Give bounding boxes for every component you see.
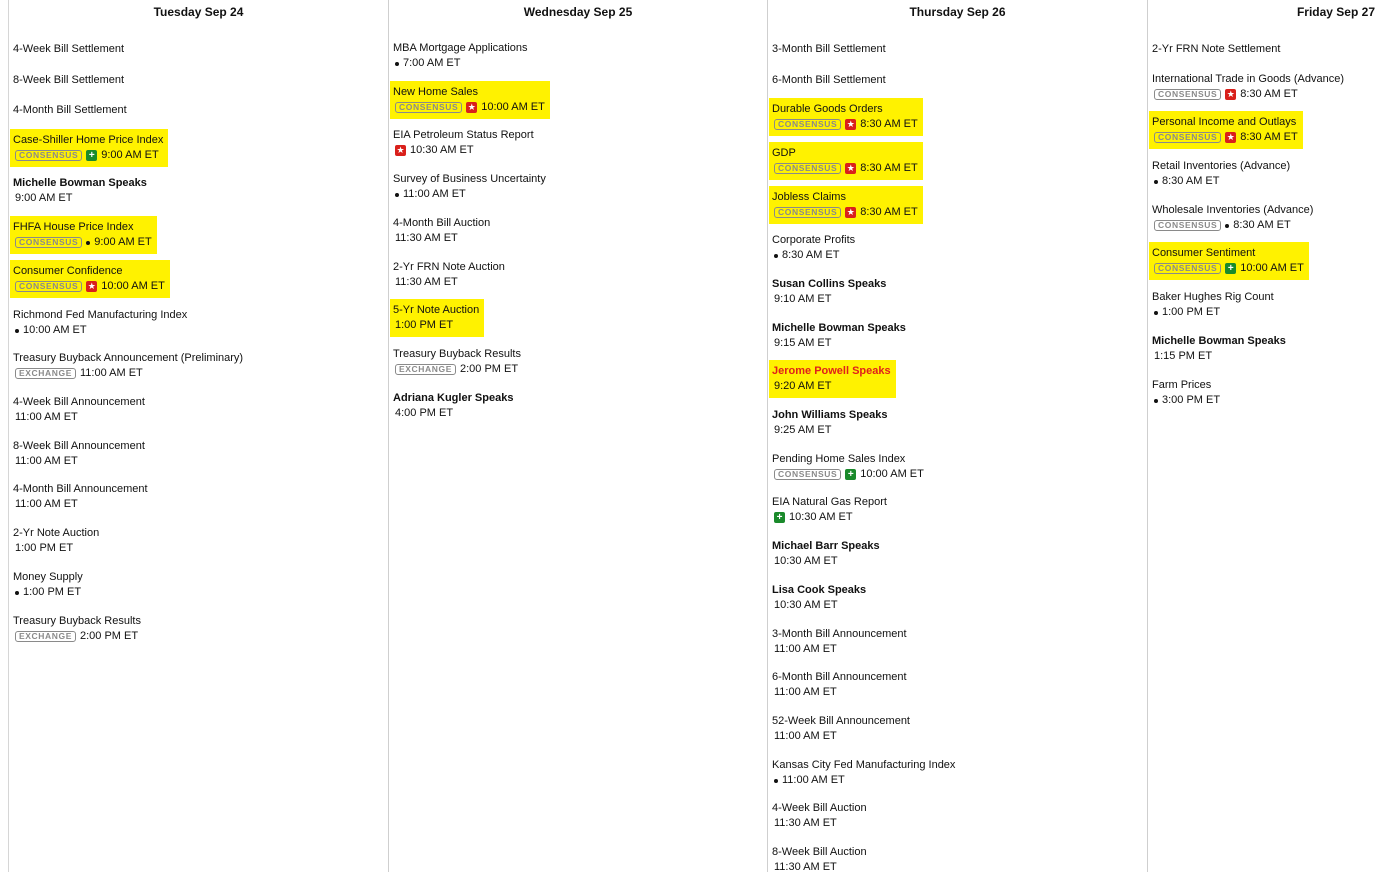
event-time: 9:20 AM ET — [774, 380, 832, 392]
calendar-event[interactable] — [13, 264, 165, 294]
calendar-event[interactable] — [13, 308, 187, 338]
bullet-dot-icon — [774, 779, 778, 783]
star-icon: ★ — [846, 119, 855, 129]
event-title[interactable]: 2-Yr FRN Note Auction — [393, 261, 505, 273]
event-meta — [393, 56, 528, 71]
calendar-event[interactable] — [772, 408, 887, 438]
event-meta — [393, 318, 479, 333]
event-title[interactable]: 6-Month Bill Announcement — [772, 671, 907, 683]
star-icon: ★ — [846, 163, 855, 173]
event-title[interactable]: 8-Week Bill Settlement — [13, 74, 125, 86]
day-column-1 — [388, 0, 767, 872]
event-time: 11:00 AM ET — [403, 188, 466, 200]
event-meta — [772, 642, 907, 657]
event-meta — [772, 379, 891, 394]
event-meta — [1152, 130, 1298, 145]
event-time: 8:30 AM ET — [860, 118, 918, 130]
event-time: 11:00 AM ET — [15, 498, 78, 510]
event-time: 10:00 AM ET — [101, 280, 165, 292]
calendar-event[interactable] — [772, 364, 891, 394]
event-meta — [772, 292, 886, 307]
bullet-dot-icon — [774, 254, 778, 258]
event-title[interactable]: Adriana Kugler Speaks — [393, 392, 514, 404]
consensus-badge[interactable]: CONSENSUS — [15, 237, 82, 248]
event-meta — [772, 554, 880, 569]
event-time: 10:30 AM ET — [774, 555, 838, 567]
bullet-dot-icon — [395, 62, 399, 66]
calendar-event[interactable] — [13, 439, 145, 469]
calendar-event[interactable] — [393, 85, 545, 115]
calendar-event[interactable] — [1152, 334, 1286, 364]
day-column-2 — [767, 0, 1147, 872]
plus-icon: + — [845, 469, 856, 480]
bullet-dot-icon — [15, 329, 19, 333]
consensus-badge[interactable]: CONSENSUS — [1154, 89, 1221, 100]
event-time: 9:00 AM ET — [94, 236, 152, 248]
event-meta — [13, 585, 83, 600]
event-time: 4:00 PM ET — [395, 407, 454, 419]
event-meta — [1152, 305, 1274, 320]
event-time: 9:00 AM ET — [101, 149, 159, 161]
calendar-event[interactable] — [772, 452, 924, 482]
event-meta — [772, 423, 887, 438]
event-title[interactable]: Treasury Buyback Announcement (Preliminary) — [13, 352, 244, 364]
event-title[interactable]: Jobless Claims — [772, 191, 846, 203]
event-title[interactable]: Lisa Cook Speaks — [772, 584, 867, 596]
star-icon: ★ — [846, 207, 855, 217]
event-title[interactable]: GDP — [772, 147, 796, 159]
event-time: 7:00 AM ET — [403, 57, 461, 69]
event-title[interactable]: 4-Week Bill Settlement — [13, 43, 125, 55]
event-time: 2:00 PM ET — [459, 363, 519, 375]
event-time: 1:00 PM ET — [15, 542, 74, 554]
event-time: 1:00 PM ET — [395, 319, 454, 331]
calendar-event[interactable] — [772, 146, 918, 176]
calendar-event[interactable] — [1152, 42, 1280, 57]
day-header: Tuesday Sep 24 — [153, 5, 244, 19]
event-time: 8:30 AM ET — [1233, 219, 1291, 231]
event-time: 1:00 PM ET — [23, 586, 82, 598]
bullet-dot-icon — [395, 193, 399, 197]
event-meta — [393, 231, 490, 246]
calendar-event[interactable] — [1152, 203, 1313, 233]
event-meta — [772, 685, 907, 700]
event-title[interactable]: 6-Month Bill Settlement — [772, 74, 886, 86]
event-time: 11:00 AM ET — [774, 686, 837, 698]
event-meta — [772, 598, 866, 613]
consensus-badge[interactable]: CONSENSUS — [774, 119, 841, 130]
bullet-dot-icon — [1225, 224, 1229, 228]
exchange-badge[interactable]: EXCHANGE — [15, 631, 76, 642]
calendar-event[interactable] — [772, 42, 886, 57]
day-header: Friday Sep 27 — [1296, 5, 1375, 19]
calendar-event[interactable] — [1152, 72, 1344, 102]
calendar-event[interactable] — [13, 395, 145, 425]
event-title[interactable]: 3-Month Bill Settlement — [772, 43, 886, 55]
event-time: 11:00 AM ET — [79, 367, 143, 379]
event-title[interactable]: Richmond Fed Manufacturing Index — [13, 309, 188, 321]
event-time: 10:30 AM ET — [789, 511, 853, 523]
event-meta — [772, 860, 867, 875]
calendar-event[interactable] — [772, 627, 907, 657]
event-time: 8:30 AM ET — [860, 206, 918, 218]
event-time: 8:30 AM ET — [1240, 131, 1298, 143]
event-title[interactable]: Michelle Bowman Speaks — [772, 322, 906, 334]
bullet-dot-icon — [1154, 180, 1158, 184]
bullet-dot-icon — [1154, 399, 1158, 403]
calendar-event[interactable] — [13, 614, 141, 644]
event-title[interactable]: 8-Week Bill Auction — [772, 846, 867, 858]
event-title[interactable]: International Trade in Goods (Advance) — [1152, 73, 1345, 85]
event-time: 1:00 PM ET — [1162, 306, 1221, 318]
event-time: 10:00 AM ET — [860, 468, 924, 480]
consensus-badge[interactable]: CONSENSUS — [395, 102, 462, 113]
calendar-event[interactable] — [772, 321, 906, 351]
consensus-badge[interactable]: CONSENSUS — [774, 163, 841, 174]
calendar-event[interactable] — [772, 801, 867, 831]
event-meta — [1152, 261, 1304, 276]
calendar-event[interactable] — [772, 73, 886, 88]
event-time: 3:00 PM ET — [1162, 394, 1221, 406]
event-title[interactable]: Pending Home Sales Index — [772, 453, 906, 465]
event-time: 11:00 AM ET — [15, 455, 78, 467]
event-meta — [13, 323, 187, 338]
event-meta — [13, 191, 147, 206]
event-meta — [1152, 87, 1344, 102]
event-title[interactable]: 4-Month Bill Settlement — [13, 104, 127, 116]
event-time: 11:30 AM ET — [395, 232, 458, 244]
event-title[interactable]: Susan Collins Speaks — [772, 278, 887, 290]
event-time: 10:30 AM ET — [774, 599, 838, 611]
event-time: 2:00 PM ET — [79, 630, 139, 642]
consensus-badge[interactable]: CONSENSUS — [1154, 132, 1221, 143]
event-meta — [1152, 349, 1286, 364]
event-time: 11:30 AM ET — [774, 861, 837, 873]
consensus-badge[interactable]: CONSENSUS — [15, 281, 82, 292]
event-time: 8:30 AM ET — [782, 249, 840, 261]
event-title[interactable]: Jerome Powell Speaks — [772, 365, 891, 377]
event-meta — [13, 410, 145, 425]
event-time: 11:30 AM ET — [395, 276, 458, 288]
calendar-event[interactable] — [393, 172, 546, 202]
calendar-event[interactable] — [772, 495, 887, 525]
event-title[interactable]: 52-Week Bill Announcement — [772, 715, 910, 727]
calendar-event[interactable] — [772, 277, 886, 307]
event-title[interactable]: Farm Prices — [1152, 379, 1212, 391]
calendar-event[interactable] — [13, 133, 163, 163]
event-meta — [13, 279, 165, 294]
event-meta — [772, 816, 867, 831]
consensus-badge[interactable]: CONSENSUS — [1154, 220, 1221, 231]
calendar-event[interactable] — [772, 190, 918, 220]
event-meta — [393, 100, 545, 115]
event-title[interactable]: Retail Inventories (Advance) — [1152, 160, 1291, 172]
event-time: 9:00 AM ET — [15, 192, 73, 204]
calendar-event[interactable] — [772, 102, 918, 132]
day-column-0 — [8, 0, 388, 872]
calendar-event[interactable] — [772, 714, 910, 744]
consensus-badge[interactable]: CONSENSUS — [1154, 263, 1221, 274]
event-meta — [772, 248, 855, 263]
star-icon: ★ — [396, 145, 405, 155]
event-meta — [13, 497, 148, 512]
event-title[interactable]: 8-Week Bill Announcement — [13, 440, 145, 452]
calendar-event[interactable] — [13, 570, 83, 600]
event-time: 11:00 AM ET — [774, 643, 837, 655]
event-title[interactable]: Consumer Sentiment — [1152, 247, 1256, 259]
event-meta — [1152, 393, 1220, 408]
calendar-event[interactable] — [393, 260, 505, 290]
calendar-event[interactable] — [13, 220, 152, 250]
star-icon: ★ — [467, 102, 476, 112]
event-title[interactable]: Treasury Buyback Results — [393, 348, 521, 360]
event-meta — [13, 148, 163, 163]
event-time: 9:15 AM ET — [774, 337, 832, 349]
calendar-event[interactable] — [1152, 246, 1304, 276]
event-time: 8:30 AM ET — [860, 162, 918, 174]
calendar-event[interactable] — [393, 216, 490, 246]
event-title[interactable]: 2-Yr FRN Note Settlement — [1152, 43, 1281, 55]
event-title[interactable]: EIA Natural Gas Report — [772, 496, 887, 508]
calendar-event[interactable] — [13, 73, 124, 88]
event-meta — [393, 362, 521, 377]
calendar-event[interactable] — [13, 103, 127, 118]
event-title[interactable]: Case-Shiller Home Price Index — [13, 134, 164, 146]
event-time: 9:25 AM ET — [774, 424, 832, 436]
event-title[interactable]: Money Supply — [13, 571, 83, 583]
event-meta — [13, 454, 145, 469]
event-meta — [13, 541, 99, 556]
event-time: 9:10 AM ET — [774, 293, 832, 305]
event-meta — [772, 205, 918, 220]
event-meta — [772, 467, 924, 482]
consensus-badge[interactable]: CONSENSUS — [15, 150, 82, 161]
event-title[interactable]: Wholesale Inventories (Advance) — [1152, 204, 1314, 216]
exchange-badge[interactable]: EXCHANGE — [15, 368, 76, 379]
event-time: 1:15 PM ET — [1154, 350, 1213, 362]
calendar-event[interactable] — [772, 670, 907, 700]
event-title[interactable]: Corporate Profits — [772, 234, 856, 246]
event-time: 10:30 AM ET — [410, 144, 474, 156]
calendar-event[interactable] — [13, 42, 124, 57]
event-title[interactable]: New Home Sales — [393, 86, 478, 98]
event-meta — [393, 275, 505, 290]
event-title[interactable]: Durable Goods Orders — [772, 103, 883, 115]
event-title[interactable]: 4-Week Bill Announcement — [13, 396, 145, 408]
star-icon: ★ — [87, 281, 96, 291]
calendar-event[interactable] — [393, 391, 513, 421]
calendar-event[interactable] — [393, 303, 479, 333]
event-title[interactable]: 4-Month Bill Auction — [393, 217, 491, 229]
event-meta — [772, 510, 887, 525]
event-title[interactable]: Survey of Business Uncertainty — [393, 173, 546, 185]
calendar-event[interactable] — [13, 351, 243, 381]
event-title[interactable]: 2-Yr Note Auction — [13, 527, 100, 539]
event-meta — [772, 117, 918, 132]
exchange-badge[interactable]: EXCHANGE — [395, 364, 456, 375]
event-meta — [772, 161, 918, 176]
event-title[interactable]: 4-Week Bill Auction — [772, 802, 867, 814]
calendar-event[interactable] — [772, 845, 867, 875]
bullet-dot-icon — [86, 241, 90, 245]
star-icon: ★ — [1226, 132, 1235, 142]
event-title[interactable]: John Williams Speaks — [772, 409, 888, 421]
plus-icon: + — [86, 150, 97, 161]
event-time: 11:00 AM ET — [15, 411, 78, 423]
event-meta — [393, 406, 513, 421]
calendar-event[interactable] — [1152, 378, 1220, 408]
calendar-event[interactable] — [1152, 159, 1290, 189]
event-time: 10:00 AM ET — [23, 324, 87, 336]
event-title[interactable]: Michelle Bowman Speaks — [1152, 335, 1286, 347]
calendar-event[interactable] — [393, 128, 534, 158]
event-title[interactable]: FHFA House Price Index — [13, 221, 134, 233]
event-title[interactable]: Kansas City Fed Manufacturing Index — [772, 759, 956, 771]
event-meta — [13, 366, 243, 381]
event-title[interactable]: 5-Yr Note Auction — [393, 304, 480, 316]
event-title[interactable]: Treasury Buyback Results — [13, 615, 141, 627]
event-meta — [772, 773, 955, 788]
event-meta — [393, 187, 546, 202]
event-time: 8:30 AM ET — [1162, 175, 1220, 187]
event-time: 11:30 AM ET — [774, 817, 837, 829]
event-time: 10:00 AM ET — [1240, 262, 1304, 274]
plus-icon: + — [774, 512, 785, 523]
calendar-event[interactable] — [772, 758, 955, 788]
event-meta — [1152, 174, 1290, 189]
event-meta — [1152, 218, 1313, 233]
event-title[interactable]: Baker Hughes Rig Count — [1152, 291, 1274, 303]
calendar-event[interactable] — [393, 41, 528, 71]
event-time: 10:00 AM ET — [481, 101, 545, 113]
calendar-event[interactable] — [393, 347, 521, 377]
event-title[interactable]: EIA Petroleum Status Report — [393, 129, 534, 141]
event-title[interactable]: Michelle Bowman Speaks — [13, 177, 147, 189]
consensus-badge[interactable]: CONSENSUS — [774, 469, 841, 480]
calendar-event[interactable] — [772, 583, 866, 613]
event-title[interactable]: MBA Mortgage Applications — [393, 42, 528, 54]
event-title[interactable]: Consumer Confidence — [13, 265, 123, 277]
day-column-3 — [1147, 0, 1383, 872]
consensus-badge[interactable]: CONSENSUS — [774, 207, 841, 218]
star-icon: ★ — [1226, 89, 1235, 99]
calendar-event[interactable] — [772, 539, 880, 569]
event-title[interactable]: 3-Month Bill Announcement — [772, 628, 907, 640]
event-meta — [13, 629, 141, 644]
calendar-event[interactable] — [13, 176, 147, 206]
event-title[interactable]: Michael Barr Speaks — [772, 540, 880, 552]
calendar-event[interactable] — [772, 233, 855, 263]
bullet-dot-icon — [1154, 311, 1158, 315]
plus-icon: + — [1225, 263, 1236, 274]
calendar-event[interactable] — [13, 526, 99, 556]
calendar-event[interactable] — [1152, 290, 1274, 320]
event-time: 11:00 AM ET — [774, 730, 837, 742]
event-title[interactable]: 4-Month Bill Announcement — [13, 483, 148, 495]
event-title[interactable]: Personal Income and Outlays — [1152, 116, 1297, 128]
event-meta — [13, 235, 152, 250]
day-header: Wednesday Sep 25 — [523, 5, 633, 19]
bullet-dot-icon — [15, 591, 19, 595]
event-meta — [772, 729, 910, 744]
event-meta — [393, 143, 534, 158]
calendar-event[interactable] — [13, 482, 148, 512]
event-time: 11:00 AM ET — [782, 774, 845, 786]
day-header: Thursday Sep 26 — [909, 5, 1006, 19]
event-meta — [772, 336, 906, 351]
event-time: 8:30 AM ET — [1240, 88, 1298, 100]
calendar-event[interactable] — [1152, 115, 1298, 145]
